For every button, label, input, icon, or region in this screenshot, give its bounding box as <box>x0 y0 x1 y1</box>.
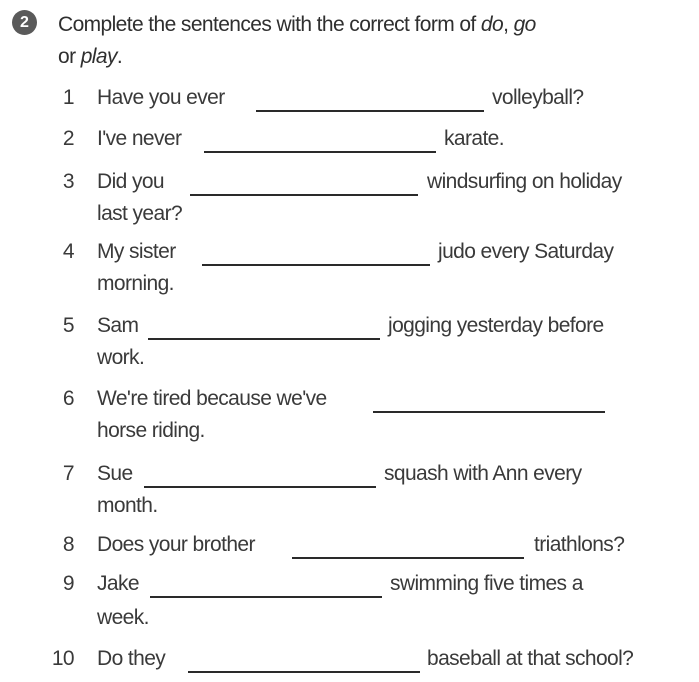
sentence-continuation: morning. <box>97 272 174 295</box>
sentence-continuation: horse riding. <box>97 419 205 442</box>
sentence-continuation: week. <box>97 606 149 629</box>
sentence-end: triathlons? <box>534 533 625 556</box>
item-number: 2 <box>62 127 74 150</box>
sentence-start: Have you ever <box>97 86 225 109</box>
sentence-end: swimming five times a <box>390 572 583 595</box>
answer-blank[interactable] <box>202 264 430 266</box>
sentence-end: baseball at that school? <box>427 647 634 670</box>
answer-blank[interactable] <box>292 557 524 559</box>
sentence-continuation: month. <box>97 494 158 517</box>
sentence-end: judo every Saturday <box>438 240 614 263</box>
sentence-start: My sister <box>97 240 176 263</box>
sentence-start: Sam <box>97 314 139 337</box>
instruction-text <box>58 9 688 73</box>
instruction-line-2: or play. <box>58 45 123 68</box>
answer-blank[interactable] <box>190 194 418 196</box>
item-number: 4 <box>62 240 74 263</box>
item-number: 6 <box>62 387 74 410</box>
sentence-start: Does your brother <box>97 533 255 556</box>
sentence-continuation: last year? <box>97 202 183 225</box>
sentence-end: squash with Ann every <box>384 462 582 485</box>
instruction-line-1: Complete the sentences with the correct form of do, go <box>58 13 536 36</box>
sentence-start: Sue <box>97 462 133 485</box>
answer-blank[interactable] <box>188 671 420 673</box>
item-number: 5 <box>62 314 74 337</box>
sentence-start: Do they <box>97 647 166 670</box>
sentence-start: Did you <box>97 170 165 193</box>
sentence-end: karate. <box>444 127 504 150</box>
item-number: 3 <box>62 170 74 193</box>
answer-blank[interactable] <box>150 596 382 598</box>
sentence-start: I've never <box>97 127 182 150</box>
answer-blank[interactable] <box>373 411 605 413</box>
answer-blank[interactable] <box>204 151 436 153</box>
sentence-end: windsurfing on holiday <box>427 170 622 193</box>
item-number: 10 <box>51 647 74 670</box>
exercise-number-badge: 2 <box>12 10 37 35</box>
item-number: 8 <box>62 533 74 556</box>
item-number: 9 <box>62 572 74 595</box>
sentence-end: jogging yesterday before <box>388 314 604 337</box>
answer-blank[interactable] <box>148 338 380 340</box>
sentence-continuation: work. <box>97 346 145 369</box>
answer-blank[interactable] <box>256 110 484 112</box>
item-number: 1 <box>62 86 74 109</box>
sentence-end: volleyball? <box>492 86 584 109</box>
item-number: 7 <box>62 462 74 485</box>
answer-blank[interactable] <box>144 486 376 488</box>
sentence-start: Jake <box>97 572 139 595</box>
sentence-start: We're tired because we've <box>97 387 327 410</box>
